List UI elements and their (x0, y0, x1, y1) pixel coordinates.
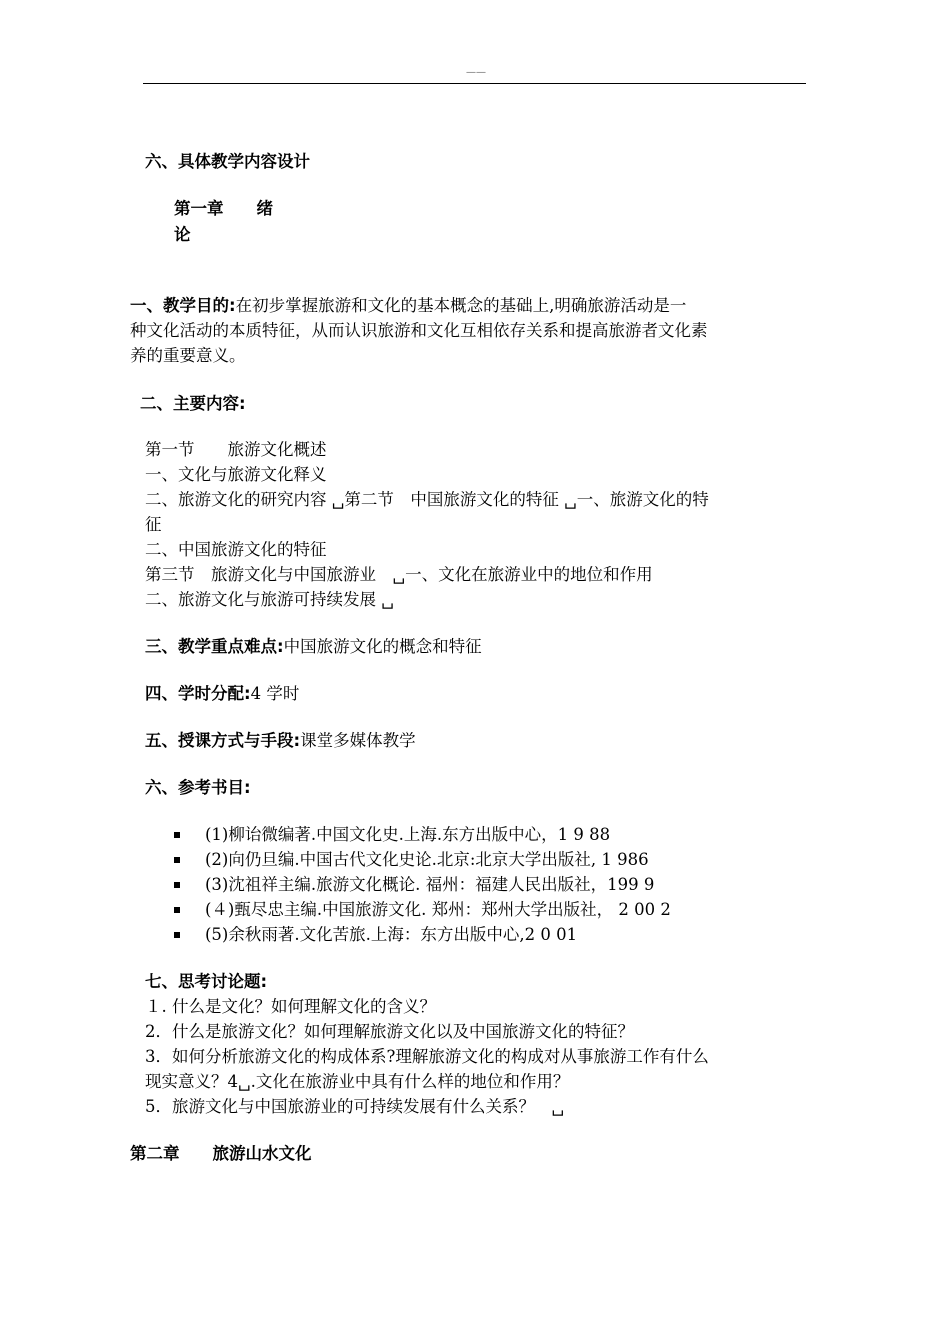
content-line: 第三节 旅游文化与中国旅游业 ␣一、文化在旅游业中的地位和作用 (145, 565, 653, 584)
bullet-icon (174, 832, 180, 838)
content-line: 征 (145, 515, 162, 534)
objective-line1 (130, 296, 686, 316)
reference-item: (5)余秋雨著.文化苦旅.上海：东方出版中心,2 0 01 (174, 925, 577, 945)
objective-label: 一、教学目的: (130, 296, 236, 315)
content-line: 一、文化与旅游文化释义 (145, 465, 327, 484)
chapter2-title: 第二章 旅游山水文化 (130, 1144, 312, 1163)
hours-label: 四、学时分配: (145, 684, 251, 703)
key-points-row (145, 637, 482, 657)
hours-value: 4 学时 (250, 684, 300, 703)
method-label: 五、授课方式与手段: (145, 731, 301, 750)
question-line: １. 什么是文化？如何理解文化的含义？ (145, 997, 436, 1016)
reference-item: (2)向仍旦编.中国古代文化史论.北京:北京大学出版社, 1 986 (174, 850, 649, 870)
content-line: 二、中国旅游文化的特征 (145, 540, 327, 559)
method-value: 课堂多媒体教学 (300, 731, 416, 750)
section-title: 六、具体教学内容设计 (145, 152, 310, 171)
question-line: 5．旅游文化与中国旅游业的可持续发展有什么关系？ ␣ (145, 1097, 565, 1116)
content-line: 第一节 旅游文化概述 (145, 440, 327, 459)
questions-label: 七、思考讨论题: (145, 972, 268, 991)
main-content-label: 二、主要内容: (140, 394, 246, 413)
references-label: 六、参考书目: (145, 778, 251, 797)
key-points-label: 三、教学重点难点: (145, 637, 284, 656)
reference-item: (1)柳诒微编著.中国文化史.上海.东方出版中心，1 9 88 (174, 825, 610, 845)
content-line: 二、旅游文化的研究内容 ␣第二节 中国旅游文化的特征 ␣一、旅游文化的特 (145, 490, 709, 509)
question-line: 3．如何分析旅游文化的构成体系?理解旅游文化的构成对从事旅游工作有什么 (145, 1047, 709, 1066)
chapter1-title-b: 论 (174, 225, 191, 244)
hours-row (145, 684, 299, 704)
bullet-icon (174, 932, 180, 938)
question-line: 2．什么是旅游文化？如何理解旅游文化以及中国旅游文化的特征？ (145, 1022, 634, 1041)
content-line: 二、旅游文化与旅游可持续发展 ␣ (145, 590, 394, 609)
header-mark: —— (466, 67, 486, 78)
question-line: 现实意义？4␣.文化在旅游业中具有什么样的地位和作用？ (145, 1072, 570, 1091)
objective-line2: 种文化活动的本质特征，从而认识旅游和文化互相依存关系和提高旅游者文化素 (130, 321, 708, 340)
objective-line3: 养的重要意义。 (130, 346, 246, 365)
objective-text1: 在初步掌握旅游和文化的基本概念的基础上,明确旅游活动是一 (235, 296, 687, 315)
method-row (145, 731, 416, 751)
chapter1-title-a: 第一章 绪 (174, 199, 273, 218)
reference-item: (3)沈祖祥主编.旅游文化概论. 福州：福建人民出版社，199 9 (174, 875, 654, 895)
bullet-icon (174, 882, 180, 888)
bullet-icon (174, 907, 180, 913)
header-rule (143, 83, 806, 84)
bullet-icon (174, 857, 180, 863)
reference-item: (４)甄尽忠主编.中国旅游文化. 郑州：郑州大学出版社， 2 00 2 (174, 900, 671, 920)
key-points-value: 中国旅游文化的概念和特征 (283, 637, 482, 656)
